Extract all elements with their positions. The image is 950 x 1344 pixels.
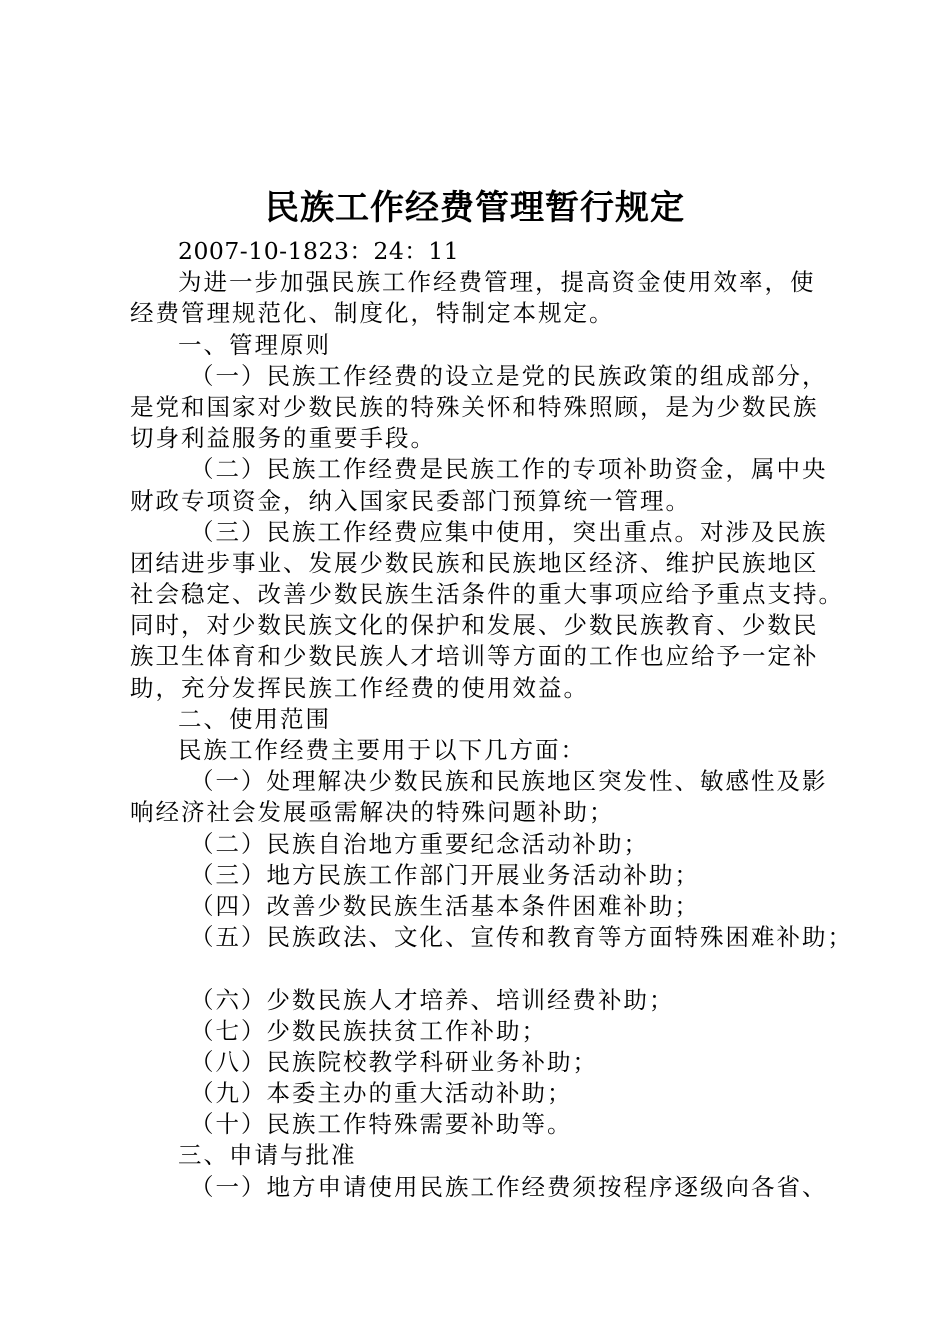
list-item: （三）地方民族工作部门开展业务活动补助； bbox=[190, 860, 700, 889]
list-item: （四）改善少数民族生活基本条件困难补助； bbox=[190, 891, 700, 920]
paragraph-line: 是党和国家对少数民族的特殊关怀和特殊照顾，是为少数民族 bbox=[130, 392, 819, 421]
section-heading: 三、申请与批准 bbox=[178, 1141, 357, 1170]
paragraph-line: 为进一步加强民族工作经费管理，提高资金使用效率，使 bbox=[178, 268, 816, 297]
paragraph-line: 社会稳定、改善少数民族生活条件的重大事项应给予重点支持。 bbox=[130, 580, 844, 609]
list-item: （八）民族院校教学科研业务补助； bbox=[190, 1047, 598, 1076]
section-heading: 二、使用范围 bbox=[178, 704, 331, 733]
list-item: （五）民族政法、文化、宣传和教育等方面特殊困难补助； bbox=[190, 923, 853, 952]
list-item: （九）本委主办的重大活动补助； bbox=[190, 1079, 573, 1108]
paragraph-line: 助，充分发挥民族工作经费的使用效益。 bbox=[130, 673, 589, 702]
list-item: （七）少数民族扶贫工作补助； bbox=[190, 1016, 547, 1045]
paragraph-line: 财政专项资金，纳入国家民委部门预算统一管理。 bbox=[130, 486, 691, 515]
document-body bbox=[130, 236, 853, 1203]
paragraph-line: 经费管理规范化、制度化，特制定本规定。 bbox=[130, 299, 615, 328]
section-heading: 一、管理原则 bbox=[178, 330, 331, 359]
list-item: （十）民族工作特殊需要补助等。 bbox=[190, 1110, 573, 1139]
paragraph-line: 族卫生体育和少数民族人才培训等方面的工作也应给予一定补 bbox=[130, 642, 819, 671]
paragraph-line: 响经济社会发展亟需解决的特殊问题补助； bbox=[130, 798, 615, 827]
list-item: （一）处理解决少数民族和民族地区突发性、敏感性及影 bbox=[190, 767, 828, 796]
paragraph-line: 民族工作经费主要用于以下几方面： bbox=[178, 736, 586, 764]
paragraph-line: （二）民族工作经费是民族工作的专项补助资金，属中央 bbox=[190, 455, 828, 484]
blank-line bbox=[130, 953, 835, 984]
paragraph-line: 切身利益服务的重要手段。 bbox=[130, 424, 436, 453]
list-item: （二）民族自治地方重要纪念活动补助； bbox=[190, 829, 649, 858]
list-item: （一）地方申请使用民族工作经费须按程序逐级向各省、 bbox=[190, 1172, 828, 1201]
paragraph-line: （三）民族工作经费应集中使用，突出重点。对涉及民族 bbox=[190, 517, 828, 546]
list-item: （六）少数民族人才培养、培训经费补助； bbox=[190, 985, 675, 1014]
document-title: 民族工作经费管理暂行规定 bbox=[265, 188, 685, 228]
paragraph-line: （一）民族工作经费的设立是党的民族政策的组成部分， bbox=[190, 361, 828, 390]
paragraph-line: 同时，对少数民族文化的保护和发展、少数民族教育、少数民 bbox=[130, 611, 819, 640]
publish-date: 2007-10-1823：24：11 bbox=[178, 237, 460, 265]
paragraph-line: 团结进步事业、发展少数民族和民族地区经济、维护民族地区 bbox=[130, 548, 819, 577]
